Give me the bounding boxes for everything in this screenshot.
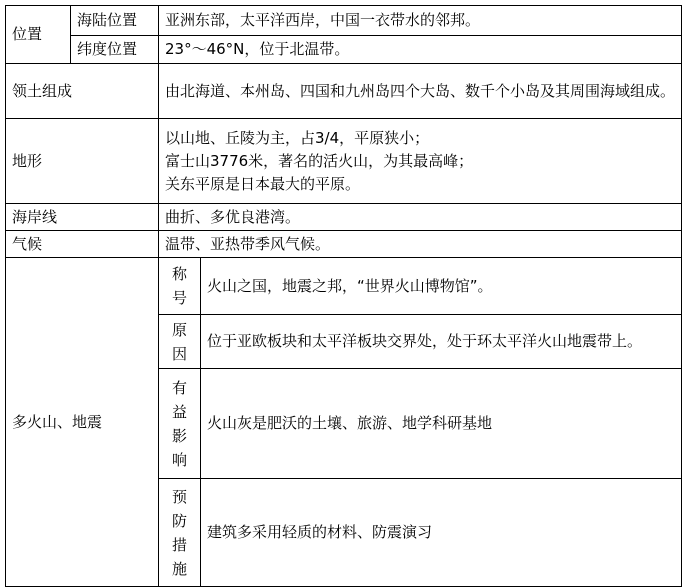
volcano-sublabel-nickname: 称 号: [159, 258, 201, 315]
territory-label: 领土组成: [6, 64, 159, 119]
volcano-sublabel-cause: 原 因: [159, 315, 201, 369]
table-row: [6, 231, 682, 258]
terrain-line: 关东平原是日本最大的平原。: [165, 174, 361, 193]
terrain-line: 以山地、丘陵为主，占3/4，平原狭小；: [165, 128, 430, 147]
climate-label: 气候: [6, 231, 159, 258]
table-row: [6, 204, 682, 231]
volcano-value-nickname: 火山之国，地震之邦，“世界火山博物馆”。: [201, 258, 682, 315]
latitude-label: 纬度位置: [71, 36, 159, 64]
volcano-value-prevention: 建筑多采用轻质的材料、防震演习: [201, 479, 682, 587]
latitude-value: 23°～46°N，位于北温带。: [159, 36, 682, 64]
climate-value: 温带、亚热带季风气候。: [159, 231, 682, 258]
volcano-value-cause: 位于亚欧板块和太平洋板块交界处，处于环太平洋火山地震带上。: [201, 315, 682, 369]
table-row: [6, 64, 682, 119]
volcano-sublabel-prevention: 预 防 措 施: [159, 479, 201, 587]
terrain-label: 地形: [6, 119, 159, 204]
land-sea-label: 海陆位置: [71, 6, 159, 36]
terrain-value: [159, 119, 682, 204]
coastline-value: 曲折、多优良港湾。: [159, 204, 682, 231]
coastline-label: 海岸线: [6, 204, 159, 231]
table-row: [6, 258, 682, 315]
location-header: 位置: [6, 6, 71, 64]
japan-geography-table: [5, 5, 682, 587]
land-sea-value: 亚洲东部，太平洋西岸，中国一衣带水的邻邦。: [159, 6, 682, 36]
table-row: [6, 36, 682, 64]
table-row: [6, 119, 682, 204]
table-row: [6, 6, 682, 36]
territory-value: 由北海道、本州岛、四国和九州岛四个大岛、数千个小岛及其周围海域组成。: [159, 64, 682, 119]
volcano-value-benefit: 火山灰是肥沃的土壤、旅游、地学科研基地: [201, 369, 682, 479]
volcano-header: 多火山、地震: [6, 258, 159, 587]
volcano-sublabel-benefit: 有 益 影 响: [159, 369, 201, 479]
terrain-line: 富士山3776米，著名的活火山，为其最高峰；: [165, 151, 474, 170]
